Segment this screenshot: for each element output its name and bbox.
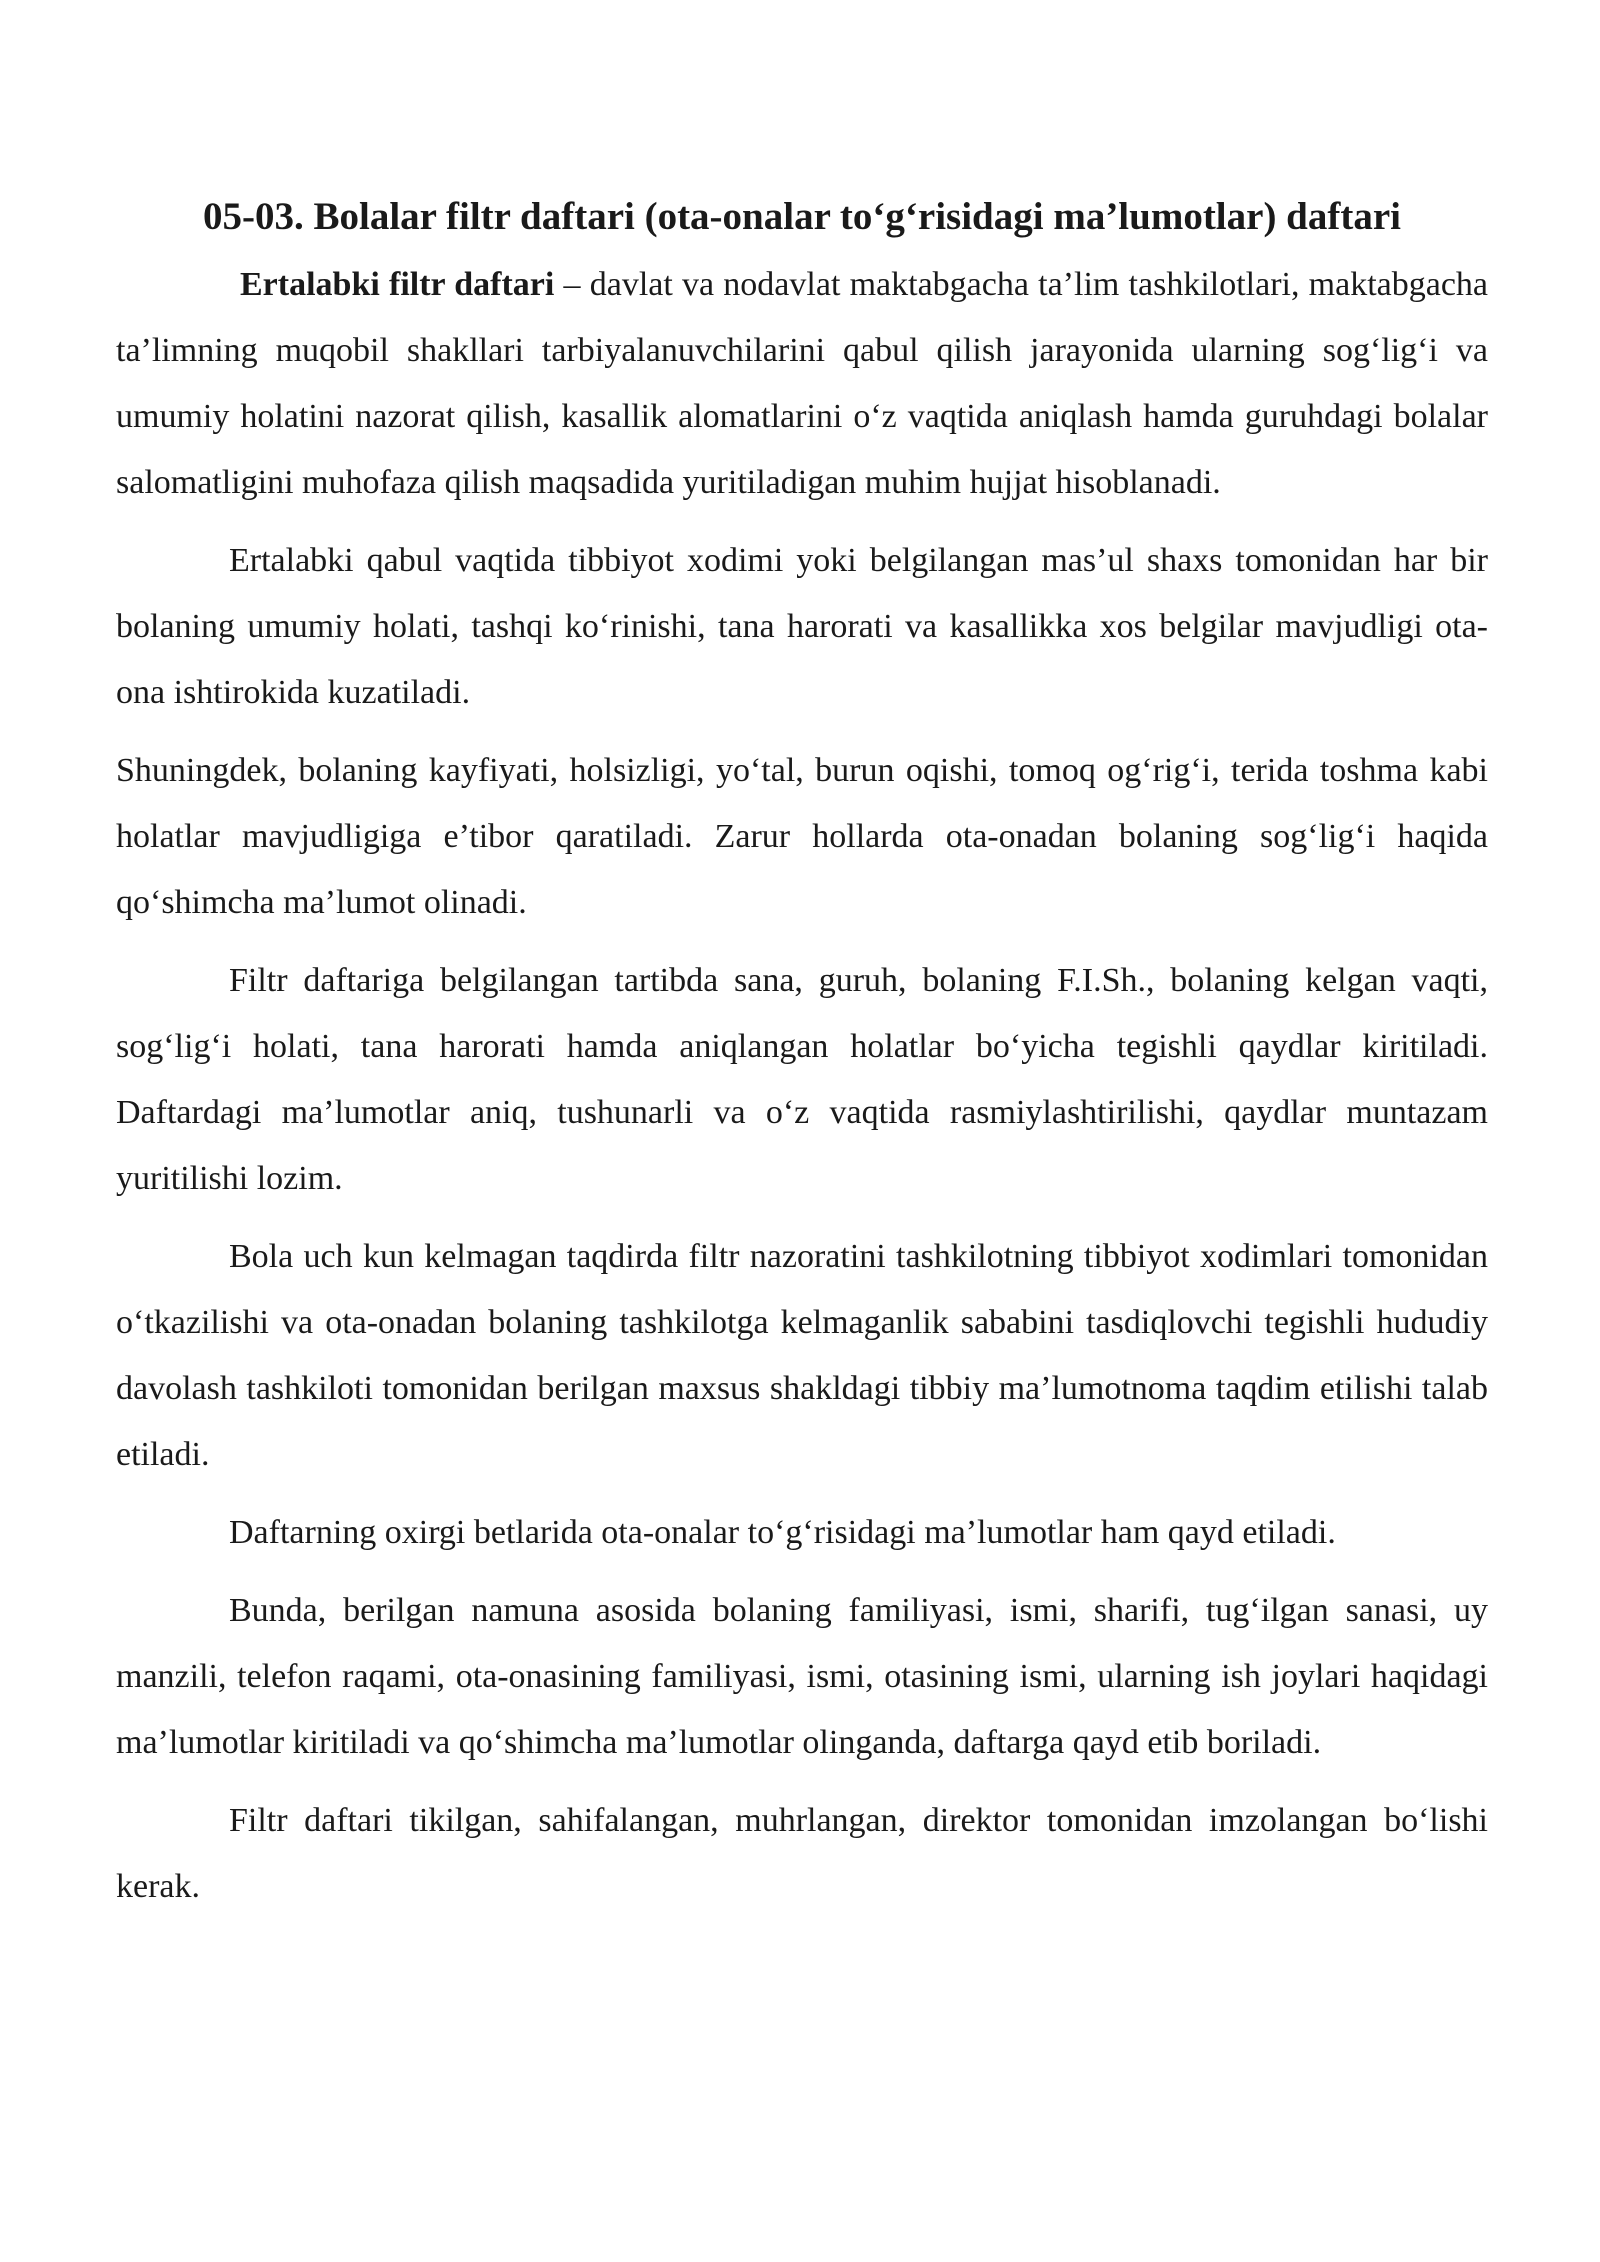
paragraph-binding-requirement: Filtr daftari tikilgan, sahifalangan, muhrlangan, direktor tomonidan imzolangan bo‘lishi kerak.	[116, 1802, 1488, 1905]
paragraph-absence-rule: Bola uch kun kelmagan taqdirda filtr nazoratini tashkilotning tibbiyot xodimlari tomonidan o‘tkazilishi va ota-onadan bolaning tashkilotga kelmaganlik sababini tasdiqlovchi tegishli hududiy davolash tashkiloti tomonidan berilgan maxsus shakldagi tibbiy ma’lumotnoma taqdim etilishi talab etiladi.	[116, 1238, 1488, 1473]
intro-paragraph	[116, 252, 1488, 516]
paragraph-journal-entries: Filtr daftariga belgilangan tartibda sana, guruh, bolaning F.I.Sh., bolaning kelgan vaqti, sog‘lig‘i holati, tana harorati hamda aniqlangan holatlar bo‘yicha tegishli qaydlar kiritiladi. Daftardagi ma’lumotlar aniq, tushunarli va o‘z vaqtida rasmiylashtirilishi, qaydlar muntazam yuritilishi lozim.	[116, 962, 1488, 1197]
paragraph-sample-fields: Bunda, berilgan namuna asosida bolaning familiyasi, ismi, sharifi, tug‘ilgan sanasi, uy manzili, telefon raqami, ota-onasining familiyasi, ismi, otasining ismi, ularning ish joylari haqidagi ma’lumotlar kiritiladi va qo‘shimcha ma’lumotlar olinganda, daftarga qayd etib boriladi.	[116, 1592, 1488, 1761]
document-page	[116, 190, 1488, 1932]
intro-text: – davlat va nodavlat maktabgacha ta’lim tashkilotlari, maktabgacha ta’limning muqobil shakllari tarbiyalanuvchilarini qabul qilish jarayonida ularning sog‘lig‘i va umumiy holatini nazorat qilish, kasallik alomatlarini o‘z vaqtida aniqlash hamda guruhdagi bolalar salomatligini muhofaza qilish maqsadida yuritiladigan muhim hujjat hisoblanadi.	[116, 266, 1489, 501]
paragraph-parents-info: Daftarning oxirgi betlarida ota-onalar to‘g‘risidagi ma’lumotlar ham qayd etiladi.	[229, 1514, 1336, 1551]
paragraph-morning-check: Ertalabki qabul vaqtida tibbiyot xodimi yoki belgilangan mas’ul shaxs tomonidan har bir bolaning umumiy holati, tashqi ko‘rinishi, tana harorati va kasallikka xos belgilar mavjudligi ota-ona ishtirokida kuzatiladi.	[116, 542, 1488, 711]
paragraph-symptoms: Shuningdek, bolaning kayfiyati, holsizligi, yo‘tal, burun oqishi, tomoq og‘rig‘i, terida toshma kabi holatlar mavjudligiga e’tibor qaratiladi. Zarur hollarda ota-onadan bolaning sog‘lig‘i haqida qo‘shimcha ma’lumot olinadi.	[116, 752, 1488, 921]
intro-lead-term: Ertalabki filtr daftari	[240, 266, 555, 303]
document-title: 05-03. Bolalar filtr daftari (ota-onalar to‘g‘risidagi ma’lumotlar) daftari	[203, 195, 1401, 238]
